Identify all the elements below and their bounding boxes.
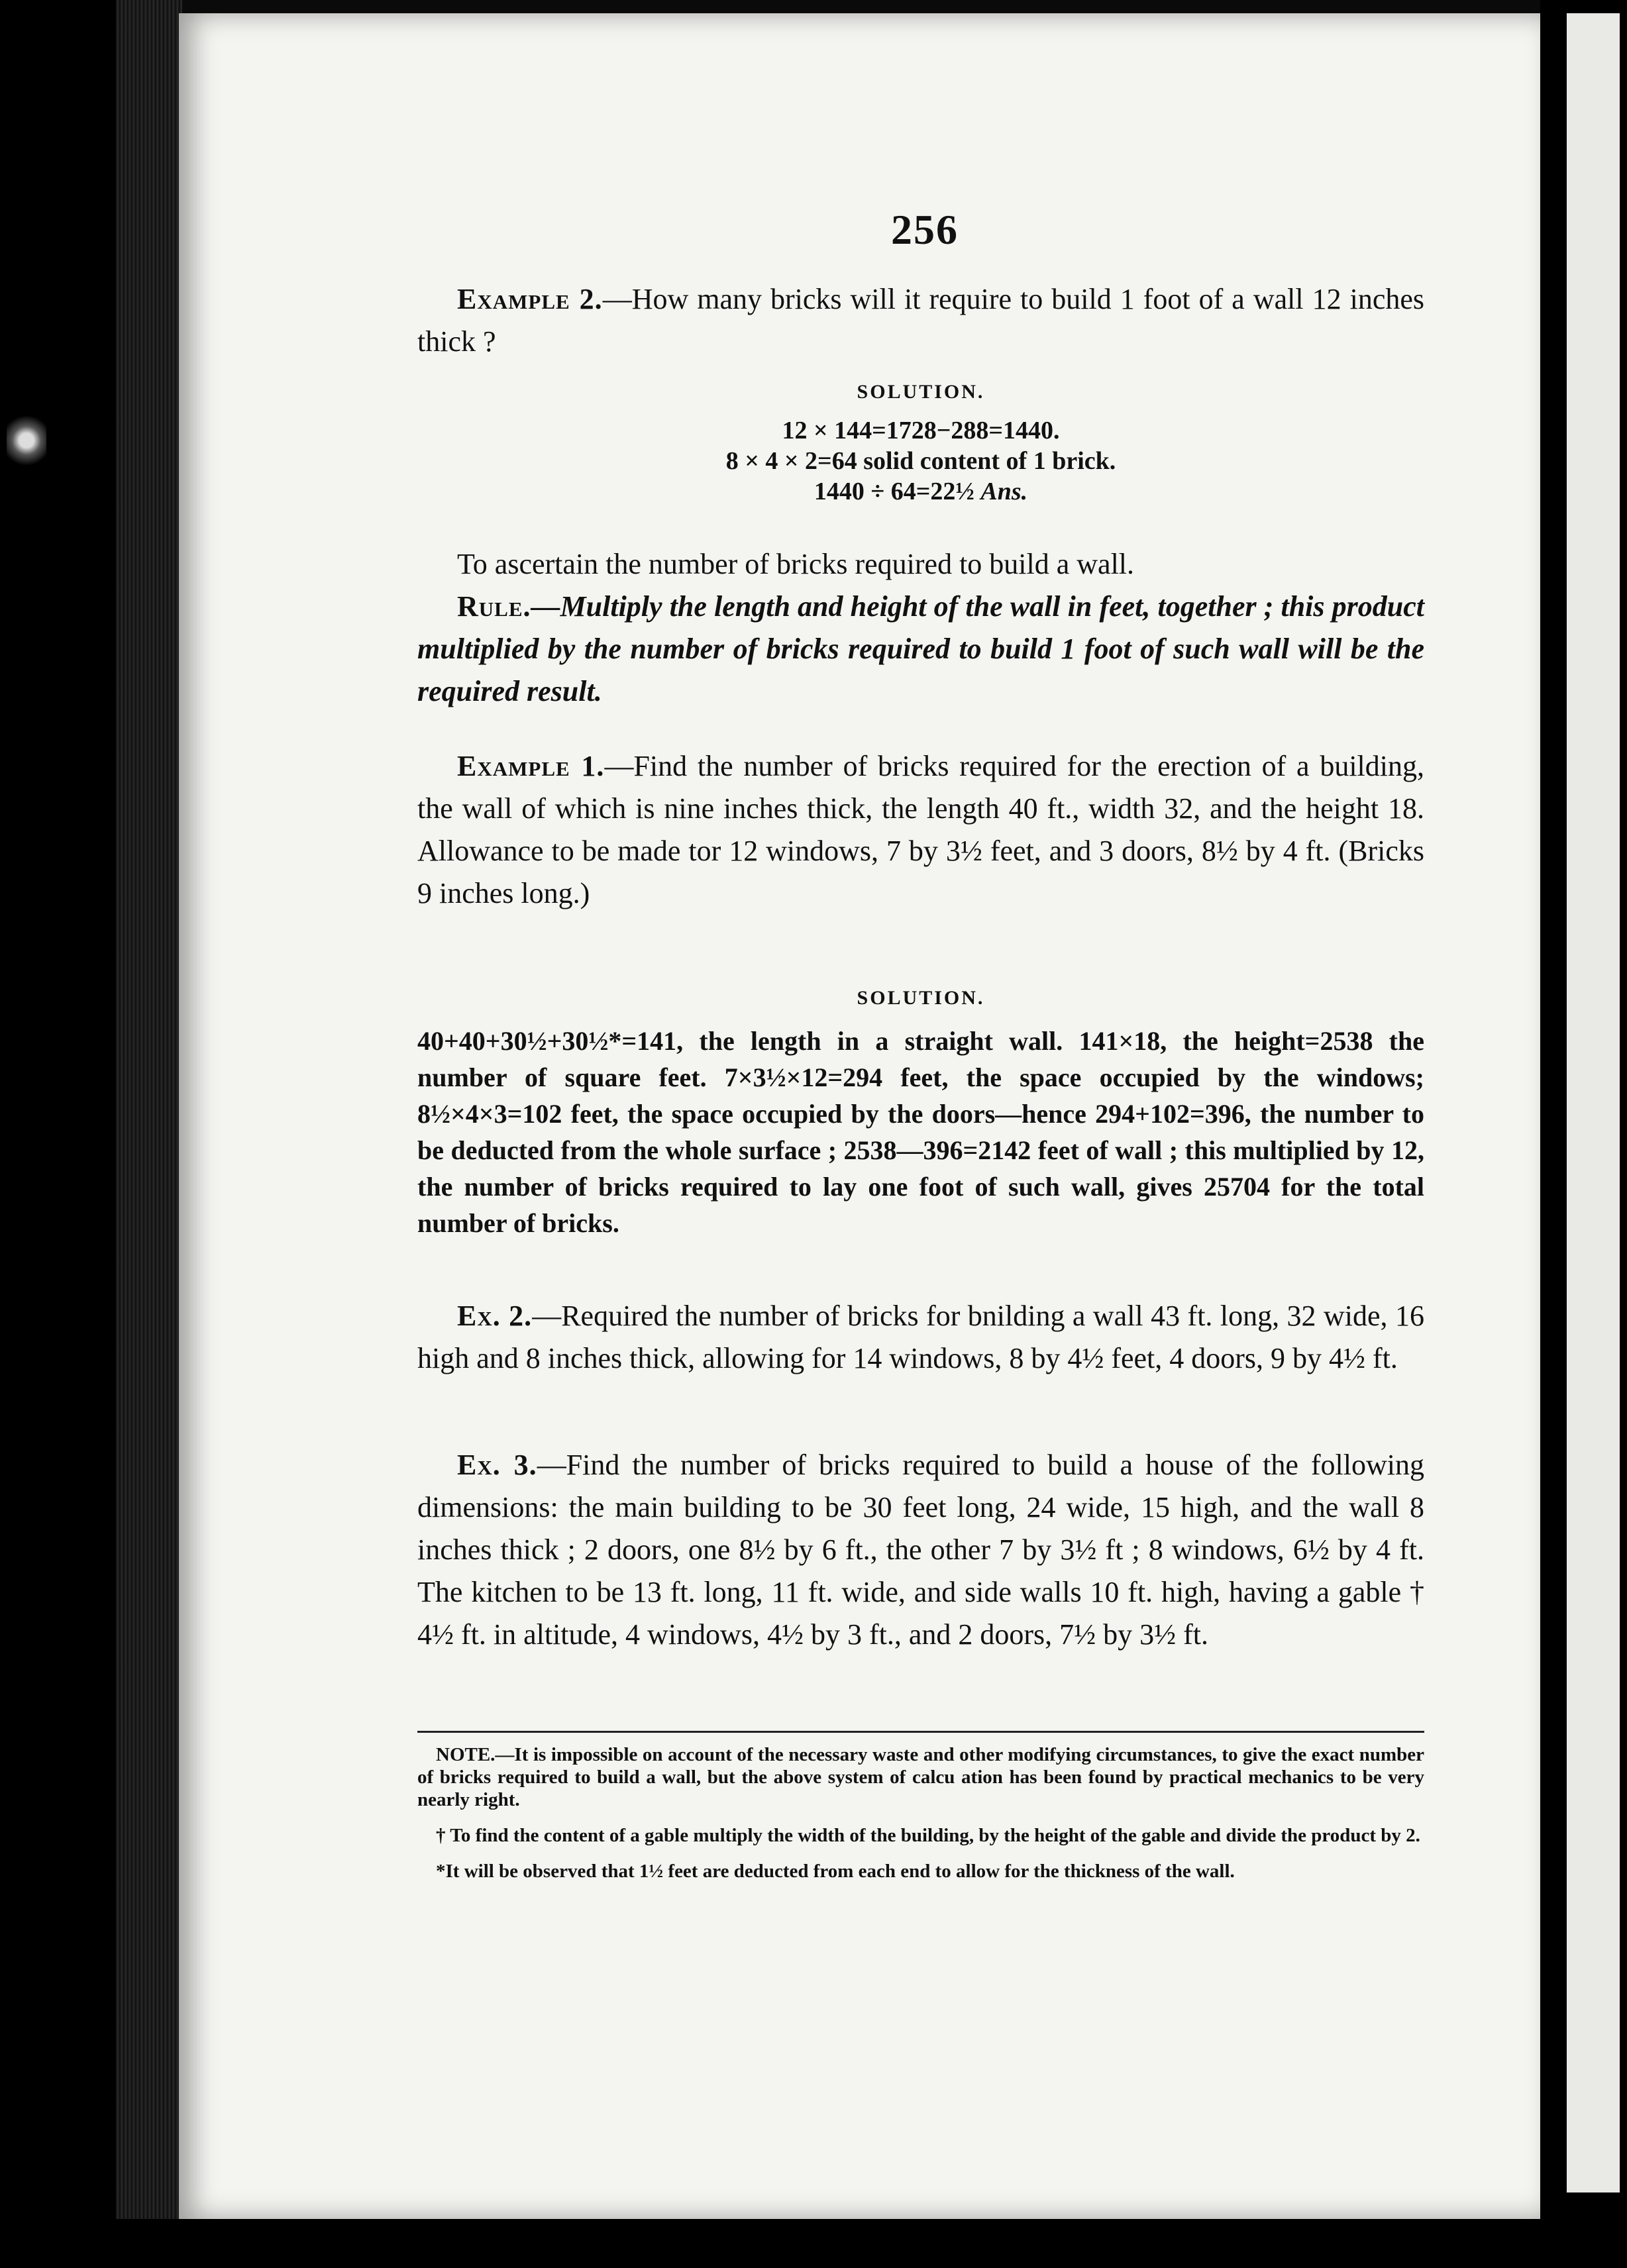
page-number: 256 — [891, 206, 959, 253]
scan-bottom-margin — [0, 2219, 1627, 2268]
ex-2-label: Ex. 2. — [457, 1300, 533, 1332]
next-page-edge — [1567, 13, 1620, 2192]
example-1-paragraph — [417, 745, 1424, 915]
solution-2-text: 40+40+30½+30½*=141, the length in a straight wall. 141×18, the height=2538 the number of square feet. 7×3½×12=294 feet, the space occupied by the windows; 8½×4×3=102 feet, the space occupied by the doors—hence 294+102=396, the number to be deducted from the whole surface ; 2538—396=2142 feet of wall ; this multiplied by 12, the number of bricks required to lay one foot of such wall, gives 25704 for the total number of bricks. — [417, 1026, 1424, 1238]
solution-1-line-2: 8 × 4 × 2=64 solid content of 1 brick. — [725, 447, 1116, 475]
solution-1-line-1: 12 × 144=1728−288=1440. — [782, 417, 1060, 444]
example-2-paragraph — [417, 278, 1424, 363]
ex-2-text: —Required the number of bricks for bnilding a wall 43 ft. long, 32 wide, 16 high and 8 inches thick, allowing for 14 windows, 8 by 4½ feet, 4 doors, 9 by 4½ ft. — [417, 1300, 1424, 1374]
solution-1-block — [417, 381, 1424, 507]
rule-label: Rule. — [457, 590, 531, 623]
example-1-text: —Find the number of bricks required for the erection of a building, the wall of which is nine inches thick, the length 40 ft., width 32, and the height 18. Allowance to be made tor 12 windows, 7 by 3½ feet, and 3 doors, 8½ by 4 ft. (Bricks 9 inches long.) — [417, 750, 1425, 909]
footnote-gable: † To find the content of a gable multiply the width of the building, by the height of the gable and divide the product by 2. — [436, 1825, 1420, 1846]
example-2-label: Example 2. — [457, 283, 603, 315]
ex-3-text: —Find the number of bricks required to build a house of the following dimensions: the main building to be 30 feet long, 24 wide, 15 high, and the wall 8 inches thick ; 2 doors, one 8½ by 6 ft., the other 7 by 3½ ft ; 8 windows, 6½ by 4 ft. The kitchen to be 13 ft. long, 11 ft. wide, and side walls 10 ft. high, having a gable † 4½ ft. in altitude, 4 windows, 4½ by 3 ft., and 2 doors, 7½ by 3½ ft. — [417, 1449, 1424, 1651]
solution-2-block — [417, 987, 1424, 1241]
ascertain-heading: To ascertain the number of bricks required to build a wall. — [457, 548, 1135, 580]
solution-1-line-3 — [417, 476, 1424, 507]
footnote-deduction: *It will be observed that 1½ feet are deducted from each end to allow for the thickness of the wall. — [436, 1861, 1235, 1882]
solution-1-heading: SOLUTION. — [857, 381, 985, 403]
example-2-text: —How many bricks will it require to build 1 foot of a wall 12 inches thick ? — [417, 283, 1425, 358]
solution-1-answer-label: Ans. — [980, 478, 1028, 505]
solution-2-heading: SOLUTION. — [857, 987, 985, 1009]
footnote-note: NOTE.—It is impossible on account of the necessary waste and other modifying circumstances, to give the exact number of bricks required to build a wall, but the above system of calcu ation has been found by practical mechanics to be very nearly right. — [417, 1744, 1424, 1810]
ex-3-label: Ex. 3. — [457, 1449, 537, 1481]
scan-smudge — [7, 411, 46, 470]
footnote-divider — [417, 1731, 1424, 1733]
example-1-label: Example 1. — [457, 750, 605, 782]
rule-text: —Multiply the length and height of the wall in feet, together ; this product multiplied by the number of bricks required to build 1 foot of such wall will be the required result. — [417, 590, 1424, 707]
book-page-edges — [116, 0, 182, 2268]
rule-block — [417, 543, 1424, 713]
ex-3-paragraph — [417, 1444, 1424, 1656]
solution-1-line-3-expr: 1440 ÷ 64=22½ — [814, 478, 974, 505]
footnotes — [417, 1743, 1424, 1882]
ex-2-paragraph — [417, 1295, 1424, 1380]
